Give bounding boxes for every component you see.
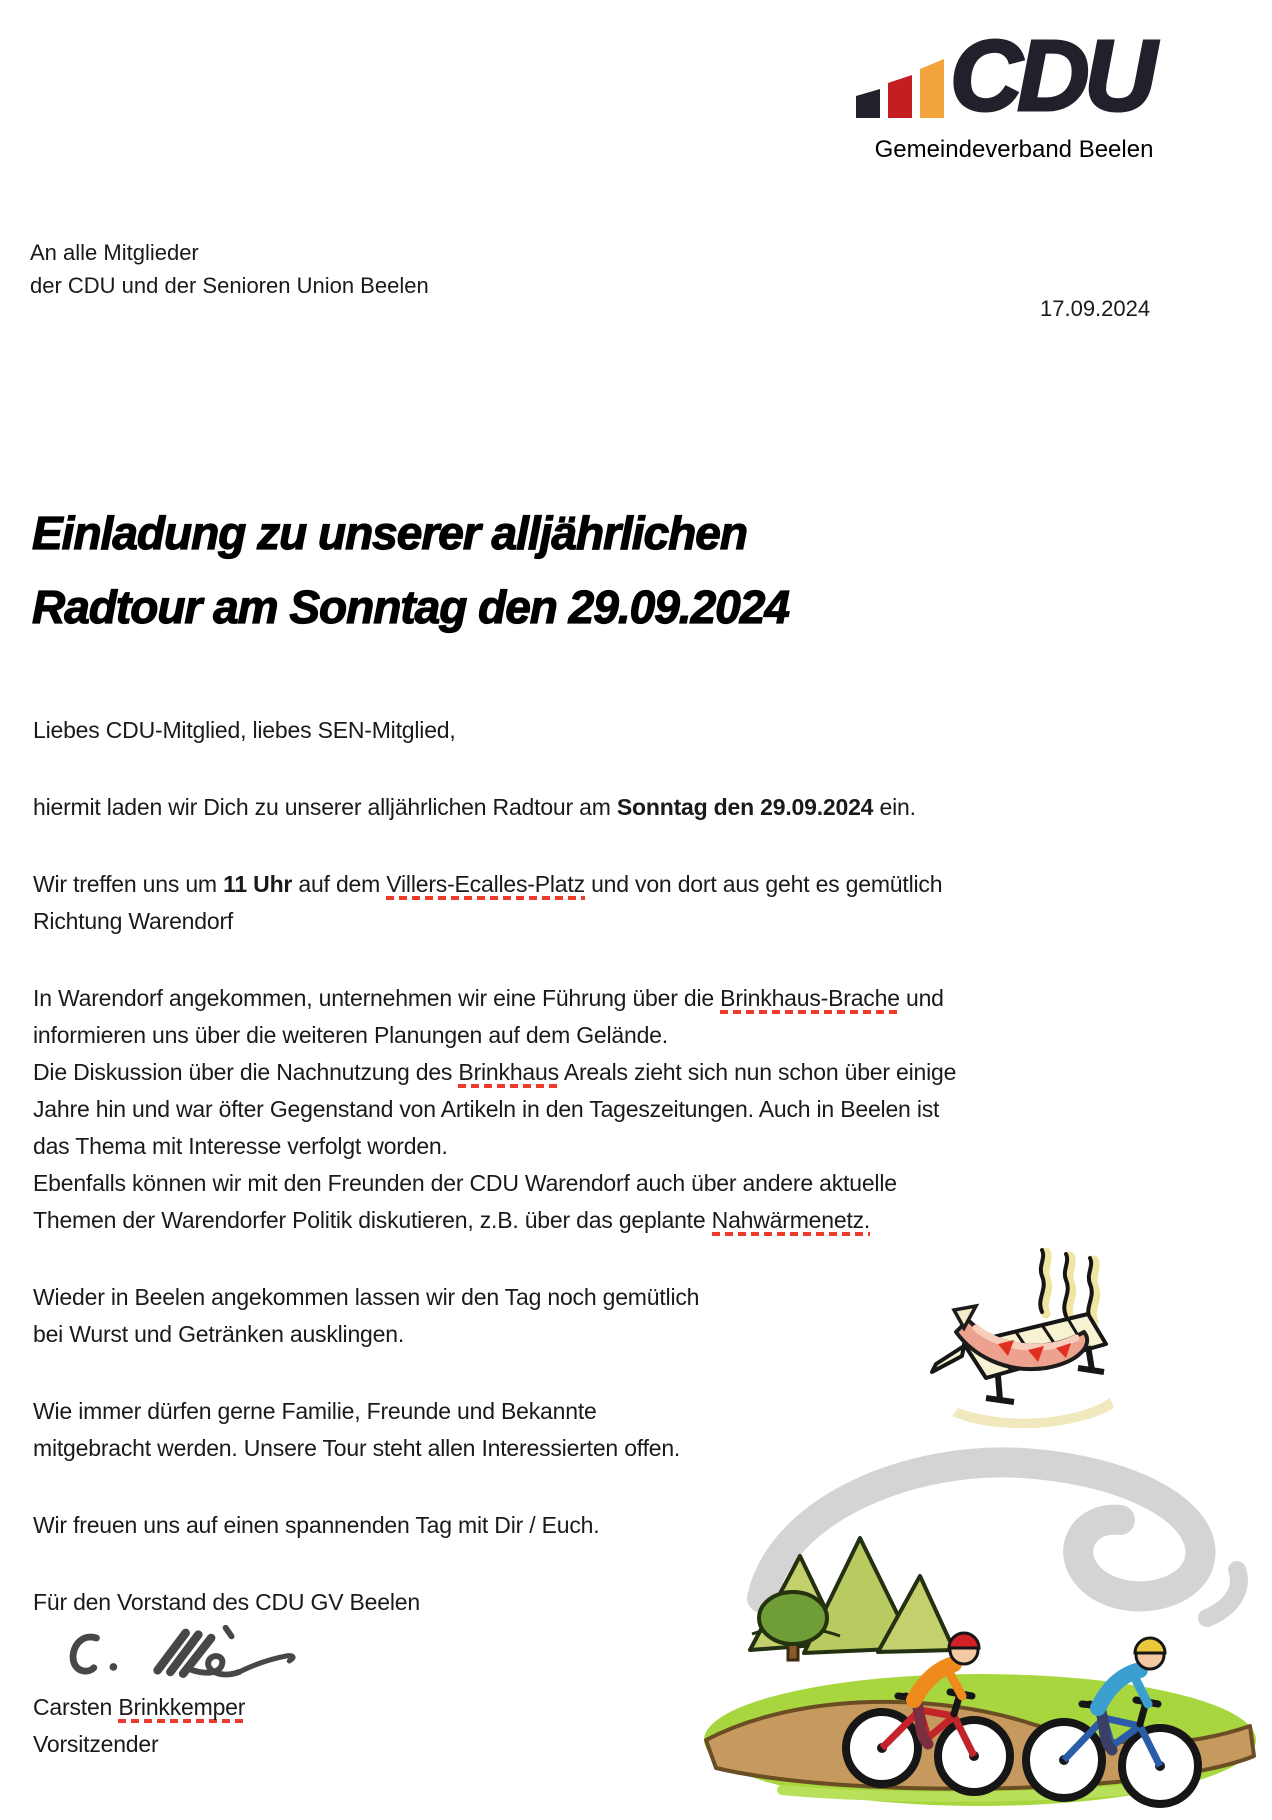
spellcheck-marked-word: Brinkhaus-Brache [720, 985, 900, 1014]
paragraph-warendorf: In Warendorf angekommen, unternehmen wir eine Führung über die Brinkhaus-Brache und informieren uns über die weiteren Planungen auf dem Gelände. Die Diskussion über die Nachnutzung des Brinkhaus Areals zieht sich nun schon über einige Jahre hin und war öfter Gegenstand von Artikeln in den Tageszeitungen. Auch in Beelen ist das Thema mit Interesse verfolgt worden. Ebenfalls können wir mit den Freunden der CDU Warendorf auch über andere aktuelle Themen der Warendorfer Politik diskutieren, z.B. über das geplante Nahwärmenetz. [33, 980, 1143, 1239]
signer-role: Vorsitzender [33, 1731, 159, 1757]
smoke-icon [1040, 1250, 1095, 1322]
title-line-1: Einladung zu unserer alljährlichen [32, 507, 747, 559]
paragraph-invitation: hiermit laden wir Dich zu unserer alljährlichen Radtour am Sonntag den 29.09.2024 ein. [33, 794, 916, 820]
letter-date: 17.09.2024 [1040, 296, 1151, 321]
cdu-logo-subtitle: Gemeindeverband Beelen [874, 136, 1154, 163]
cdu-logo-row [856, 20, 1172, 132]
paragraph-board: Für den Vorstand des CDU GV Beelen [33, 1589, 420, 1615]
paragraph-wurst: Wieder in Beelen angekommen lassen wir den Tag noch gemütlich bei Wurst und Getränken ausklingen. [33, 1284, 700, 1347]
spellcheck-marked-word: Brinkhaus [458, 1059, 558, 1088]
signer-name: Carsten Brinkkemper [33, 1689, 1143, 1726]
handwritten-signature-image [39, 1621, 334, 1689]
cyclists-illustration [692, 1438, 1262, 1810]
paragraph-familie: Wie immer dürfen gerne Familie, Freunde und Bekannte mitgebracht werden. Unsere Tour steht allen Interessierten offen. [33, 1398, 681, 1461]
paragraph-salutation: Liebes CDU-Mitglied, liebes SEN-Mitglied, [33, 717, 456, 743]
cdu-logo-bars-icon [856, 56, 944, 118]
cdu-logo-text: CDU [950, 20, 1152, 132]
spellcheck-marked-word: Nahwärmenetz. [712, 1207, 870, 1236]
paragraph-closing: Wir freuen uns auf einen spannenden Tag mit Dir / Euch. [33, 1512, 600, 1538]
paragraph-meeting: Wir treffen uns um 11 Uhr auf dem Villers-Ecalles-Platz und von dort aus geht es gemütlich Richtung Warendorf [33, 871, 943, 934]
cdu-logo [856, 20, 1172, 164]
recipient-line-2: der CDU und der Senioren Union Beelen [30, 273, 429, 298]
spellcheck-marked-word: Brinkkemper [118, 1694, 245, 1723]
spellcheck-marked-word: Villers-Ecalles-Platz [386, 871, 585, 900]
letter-title [32, 496, 789, 644]
grill-shadow [952, 1398, 1114, 1428]
grill-sausage-illustration [928, 1248, 1118, 1430]
title-line-2: Radtour am Sonntag den 29.09.2024 [32, 581, 789, 633]
recipient-address [30, 236, 429, 302]
recipient-line-1: An alle Mitglieder [30, 240, 199, 265]
